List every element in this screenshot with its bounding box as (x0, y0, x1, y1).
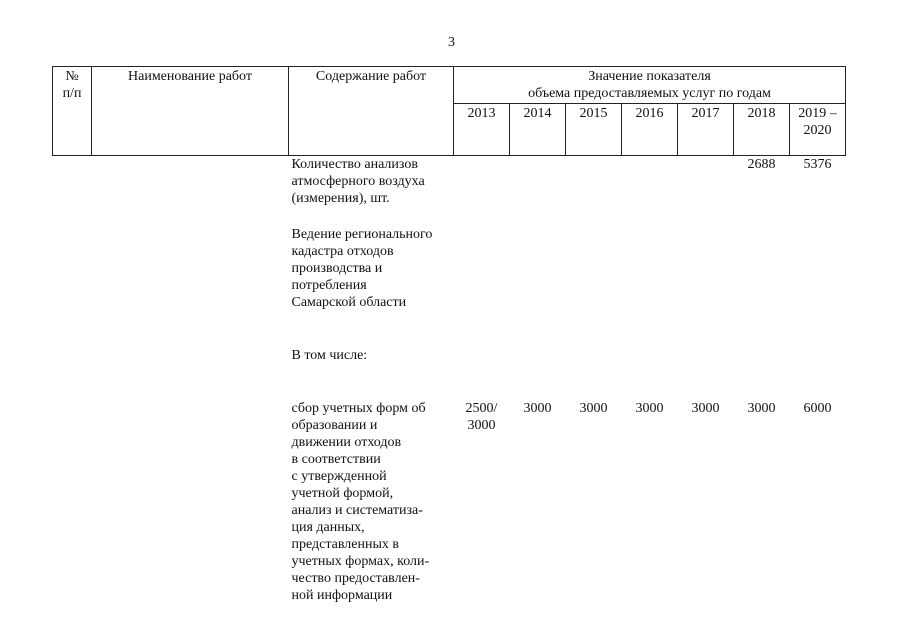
year-2017: 2017 (678, 104, 734, 156)
forms-2014: 3000 (523, 401, 552, 416)
year-2018: 2018 (734, 104, 790, 156)
year-2016: 2016 (622, 104, 678, 156)
year-2014: 2014 (510, 104, 566, 156)
year-2013: 2013 (454, 104, 510, 156)
forms-2015: 3000 (579, 401, 608, 416)
forms-2019-2020: 6000 (803, 401, 832, 416)
forms-2016: 3000 (635, 401, 664, 416)
row-cadastre (53, 226, 846, 311)
header-row (53, 67, 846, 104)
header-content: Содержание работ (289, 67, 454, 156)
year-2019-2020: 2019 – 2020 (790, 104, 846, 156)
analyses-2013 (454, 156, 510, 208)
forms-text: сбор учетных форм об образовании и движении отходов в соответствии с утвержденной учетной формой, анализ и систематиза- ция данных, представленных в учетных формах, коли- чество предоставлен- ной информации (291, 401, 430, 603)
analyses-2015 (566, 156, 622, 208)
row-analyses (53, 156, 846, 208)
work-table (52, 66, 846, 604)
forms-2013: 2500/ 3000 (465, 401, 498, 433)
analyses-2018: 2688 (747, 157, 776, 172)
year-2015: 2015 (566, 104, 622, 156)
forms-2018: 3000 (747, 401, 776, 416)
analyses-2014 (510, 156, 566, 208)
row-including (53, 347, 846, 364)
analyses-2019-2020: 5376 (803, 157, 832, 172)
page-number: 3 (448, 35, 455, 50)
analyses-text: Количество анализов атмосферного воздуха (измерения), шт. (291, 157, 425, 206)
header-num: № п/п (53, 67, 92, 156)
row-forms (53, 400, 846, 604)
analyses-2016 (622, 156, 678, 208)
analyses-2017 (678, 156, 734, 208)
header-name: Наименование работ (92, 67, 289, 156)
header-value: Значение показателя объема предоставляемых услуг по годам (454, 67, 846, 104)
including-text: В том числе: (291, 348, 368, 363)
cadastre-text: Ведение регионального кадастра отходов производства и потребления Самарской области (291, 227, 433, 310)
forms-2017: 3000 (691, 401, 720, 416)
